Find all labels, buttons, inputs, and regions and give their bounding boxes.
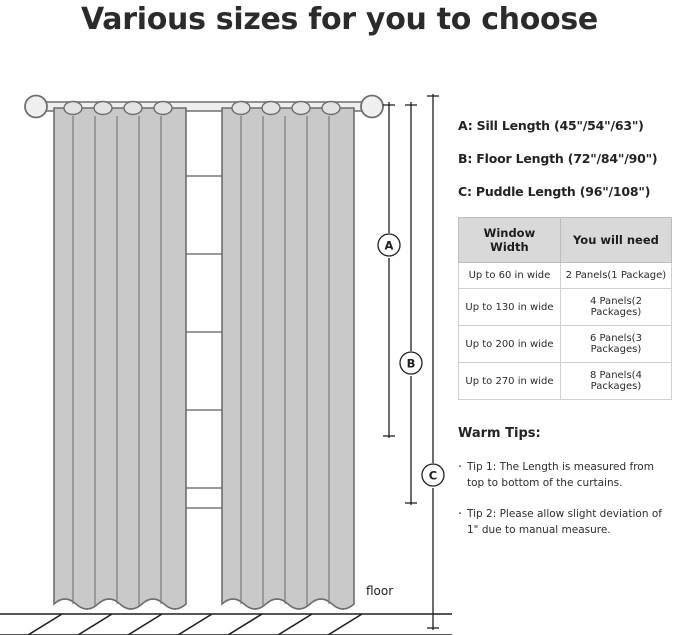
legend-item-c: C: Puddle Length (96"/108") xyxy=(458,184,651,199)
marker-a-label: A xyxy=(384,238,394,253)
table-row xyxy=(459,263,672,289)
table-row xyxy=(459,289,672,326)
curtain-panel-left xyxy=(54,102,186,610)
table-row xyxy=(459,326,672,363)
cell-window-width: Up to 270 in wide xyxy=(459,363,561,400)
size-guide-table xyxy=(458,217,672,400)
marker-c-label: C xyxy=(428,468,438,483)
cell-window-width: Up to 200 in wide xyxy=(459,326,561,363)
column-header-window-width: Window Width xyxy=(459,218,561,263)
measure-line-c xyxy=(427,94,439,630)
measure-line-b xyxy=(405,102,417,505)
floor-label: floor xyxy=(366,584,394,598)
table-header-row xyxy=(459,218,672,263)
cell-you-will-need: 8 Panels(4 Packages) xyxy=(560,363,671,400)
cell-you-will-need: 6 Panels(3 Packages) xyxy=(560,326,671,363)
curtain-panel-right xyxy=(222,102,354,610)
warm-tip-2: · Tip 2: Please allow slight deviation of 1" due to manual measure. xyxy=(458,506,673,539)
table-row xyxy=(459,363,672,400)
measure-line-a xyxy=(383,102,395,438)
warm-tips-section xyxy=(458,426,673,538)
floor xyxy=(0,614,452,635)
column-header-you-will-need: You will need xyxy=(560,218,671,263)
page-title: Various sizes for you to choose xyxy=(81,2,598,37)
cell-you-will-need: 4 Panels(2 Packages) xyxy=(560,289,671,326)
legend-item-b: B: Floor Length (72"/84"/90") xyxy=(458,151,658,166)
warm-tip-1: · Tip 1: The Length is measured from top to bottom of the curtains. xyxy=(458,459,673,492)
warm-tips-title: Warm Tips: xyxy=(458,426,541,441)
info-column xyxy=(458,118,673,552)
legend-item-a: A: Sill Length (45"/54"/63") xyxy=(458,118,644,133)
cell-you-will-need: 2 Panels(1 Package) xyxy=(560,263,671,289)
cell-window-width: Up to 60 in wide xyxy=(459,263,561,289)
cell-window-width: Up to 130 in wide xyxy=(459,289,561,326)
curtain-illustration xyxy=(0,58,452,635)
marker-b-label: B xyxy=(406,356,416,371)
